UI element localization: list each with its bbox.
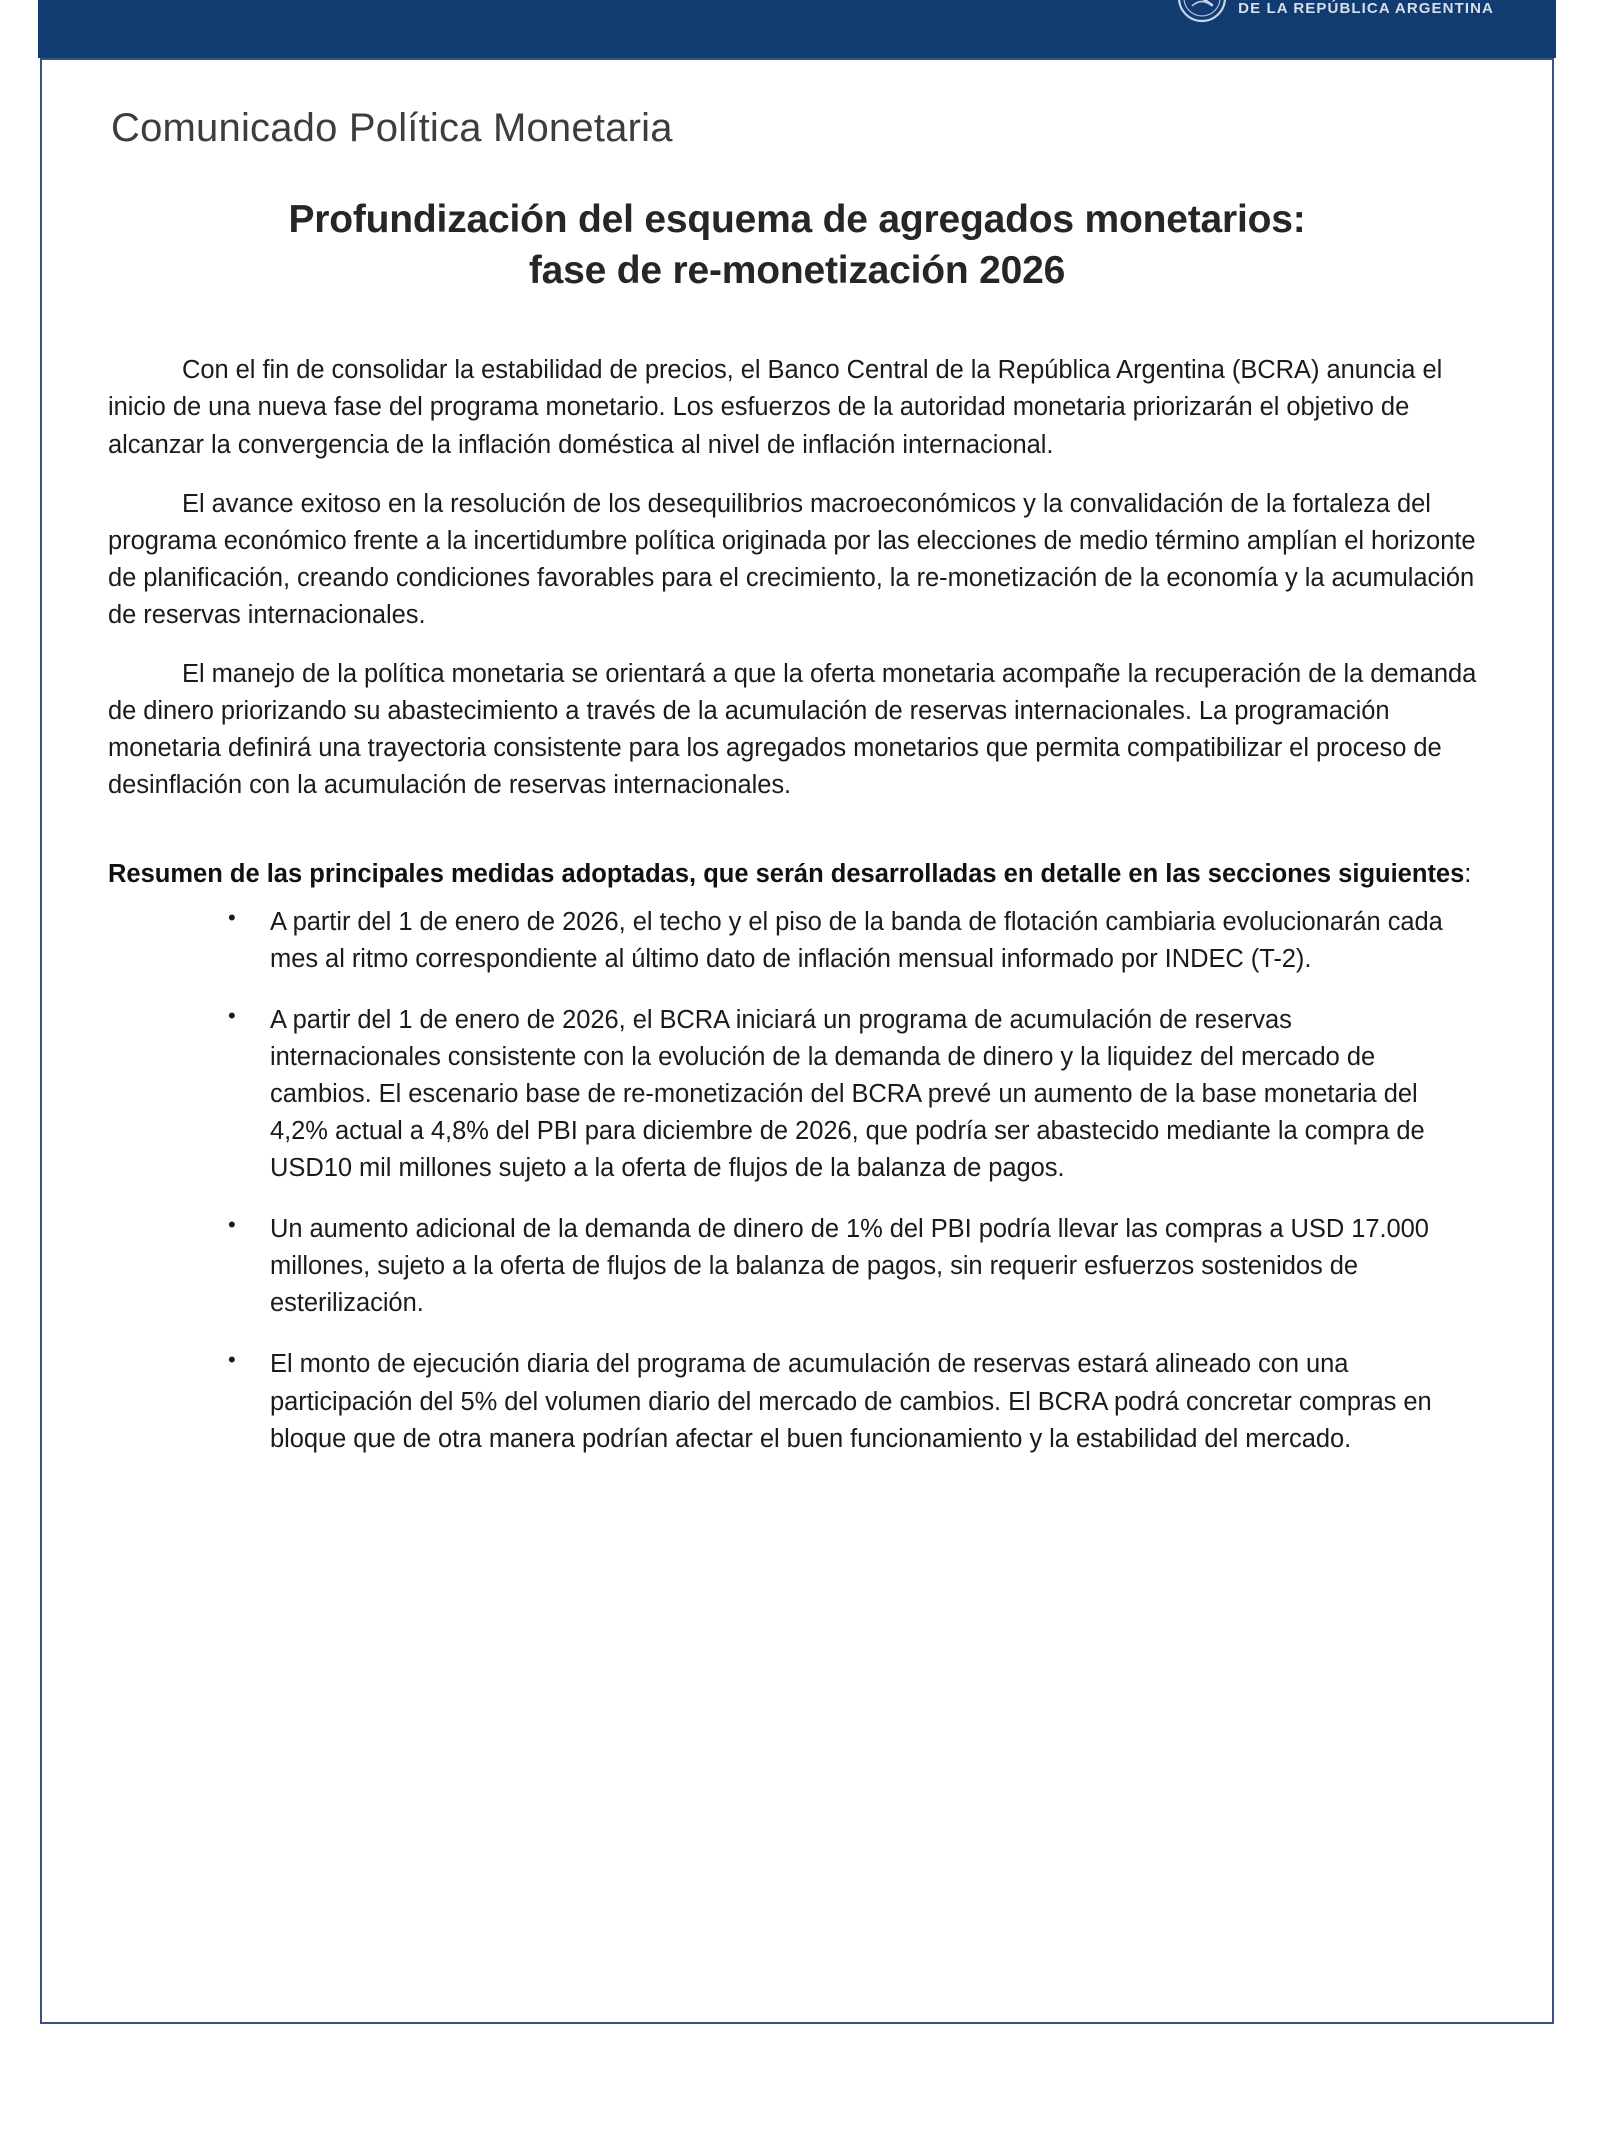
header-brand-text xyxy=(1238,0,1494,16)
page-title-line-2: fase de re-monetización 2026 xyxy=(528,248,1066,292)
document-body xyxy=(42,60,1552,1482)
page-title xyxy=(160,195,1434,296)
summary-lead-in-bold: Resumen de las principales medidas adoptadas, que serán desarrolladas en detalle en las secciones siguientes xyxy=(108,860,1465,889)
paragraph-3 xyxy=(108,656,1486,804)
bcra-emblem-icon xyxy=(1176,0,1228,24)
list-item: • A partir del 1 de enero de 2026, el techo y el piso de la banda de flotación cambiaria evolucionarán cada mes al ritmo correspondiente al último dato de inflación mensual informado por INDEC (T-2). xyxy=(222,904,1444,978)
header-brand-line-2: DE LA REPÚBLICA ARGENTINA xyxy=(1238,0,1494,17)
page-kicker: Comunicado Política Monetaria xyxy=(111,106,673,150)
paragraph-2-text: El avance exitoso en la resolución de los desequilibrios macroeconómicos y la convalidación de la fortaleza del programa económico frente a la incertidumbre política originada por las elecciones de medio término amplían el horizonte de planificación, creando condiciones favorables para el crecimiento, la re-monetización de la economía y la acumulación de reservas internacionales. xyxy=(108,489,1476,629)
summary-lead-in xyxy=(108,856,1486,893)
page-title-line-1: Profundización del esquema de agregados monetarios: xyxy=(288,198,1306,241)
summary-lead-in-tail: : xyxy=(1464,860,1472,889)
list-item: • El monto de ejecución diaria del programa de acumulación de reservas estará alineado con una participación del 5% del volumen diario del mercado de cambios. El BCRA podrá concretar compras en bloque que de otra manera podrían afectar el buen funcionamiento y la estabilidad del mercado. xyxy=(222,1346,1444,1457)
measures-list xyxy=(108,904,1486,1458)
paragraph-1 xyxy=(108,352,1486,463)
paragraph-1-text: Con el fin de consolidar la estabilidad de precios, el Banco Central de la República Argentina (BCRA) anuncia el inicio de una nueva fase del programa monetario. Los esfuerzos de la autoridad monetaria priorizarán el objetivo de alcanzar la convergencia de la inflación doméstica al nivel de inflación internacional. xyxy=(108,356,1443,459)
page-content-frame xyxy=(40,58,1554,2024)
list-item: • Un aumento adicional de la demanda de dinero de 1% del PBI podría llevar las compras a USD 17.000 millones, sujeto a la oferta de flujos de la balanza de pagos, sin requerir esfuerzos sostenidos de esterilización. xyxy=(222,1211,1444,1322)
paragraph-3-text: El manejo de la política monetaria se orientará a que la oferta monetaria acompañe la recuperación de la demanda de dinero priorizando su abastecimiento a través de la acumulación de reservas internacionales. La programación monetaria definirá una trayectoria consistente para los agregados monetarios que permita compatibilizar el proceso de desinflación con la acumulación de reservas internacionales. xyxy=(108,660,1477,800)
list-item: • A partir del 1 de enero de 2026, el BCRA iniciará un programa de acumulación de reservas internacionales consistente con la evolución de la demanda de dinero y la liquidez del mercado de cambios. El escenario base de re-monetización del BCRA prevé un aumento de la base monetaria del 4,2% actual a 4,8% del PBI para diciembre de 2026, que podría ser abastecido mediante la compra de USD10 mil millones sujeto a la oferta de flujos de la balanza de pagos. xyxy=(222,1002,1444,1187)
header-brand-block xyxy=(1176,0,1494,24)
document-header-band xyxy=(38,0,1556,58)
paragraph-2 xyxy=(108,486,1486,634)
